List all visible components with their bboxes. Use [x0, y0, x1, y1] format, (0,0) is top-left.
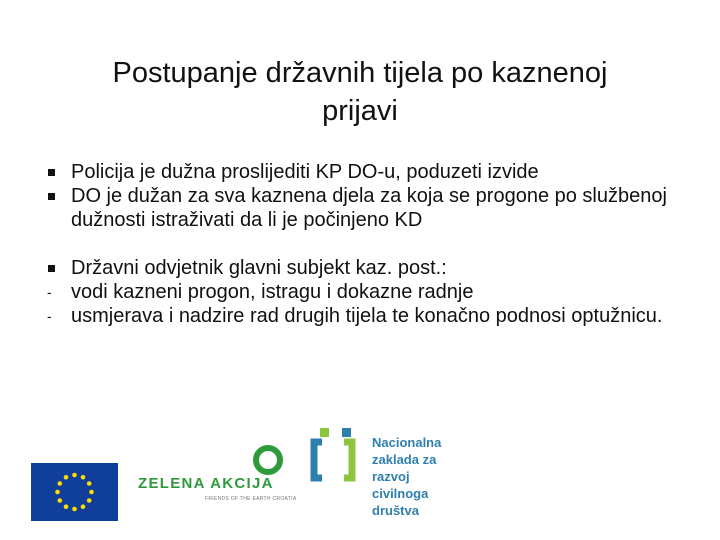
square-bullet-icon	[44, 256, 64, 280]
bullet-text: vodi kazneni progon, istragu i dokazne radnje	[71, 281, 474, 303]
green-ring-icon	[135, 440, 290, 480]
title-line-1: Postupanje državnih tijela po kaznenoj	[112, 57, 608, 89]
bullet-text: Policija je dužna proslijediti KP DO-u, poduzeti izvide	[71, 161, 539, 183]
slide-title	[40, 54, 680, 130]
nzrcd-line: društva	[372, 503, 419, 518]
eu-flag-logo	[31, 463, 118, 521]
bullet-text: DO je dužan za sva kaznena djela za koja se progone po službenoj dužnosti istraživati da li je počinjeno KD	[71, 185, 667, 231]
nzrcd-wordmark	[372, 434, 482, 519]
bullet-item	[44, 256, 694, 280]
zelena-akcija-logo	[135, 440, 297, 506]
bullet-text: usmjerava i nadzire rad drugih tijela te konačno podnosi optužnicu.	[71, 305, 663, 327]
sub-item	[44, 280, 694, 304]
nzrcd-line: Nacionalna	[372, 435, 442, 450]
bullet-item	[44, 184, 694, 232]
dash-bullet-icon: -	[47, 308, 52, 324]
square-bullet-icon	[44, 184, 64, 208]
bullet-list	[44, 160, 694, 328]
nzrcd-line: civilnoga	[372, 486, 429, 501]
sub-item	[44, 304, 694, 328]
nzrcd-line: zaklada za	[372, 452, 437, 467]
square-bullet-icon	[44, 160, 64, 184]
title-line-2: prijavi	[322, 95, 398, 127]
bullet-text: Državni odvjetnik glavni subjekt kaz. post.:	[71, 257, 447, 279]
zelena-akcija-subtitle: FRIENDS OF THE EARTH CROATIA	[205, 496, 297, 502]
nzrcd-bracket-icon	[306, 426, 366, 484]
bullet-item	[44, 160, 694, 184]
eu-stars-icon	[31, 463, 118, 521]
dash-bullet-icon: -	[47, 284, 52, 300]
zelena-akcija-wordmark: ZELENA AKCIJA	[138, 475, 274, 492]
nzrcd-line: razvoj	[372, 469, 410, 484]
